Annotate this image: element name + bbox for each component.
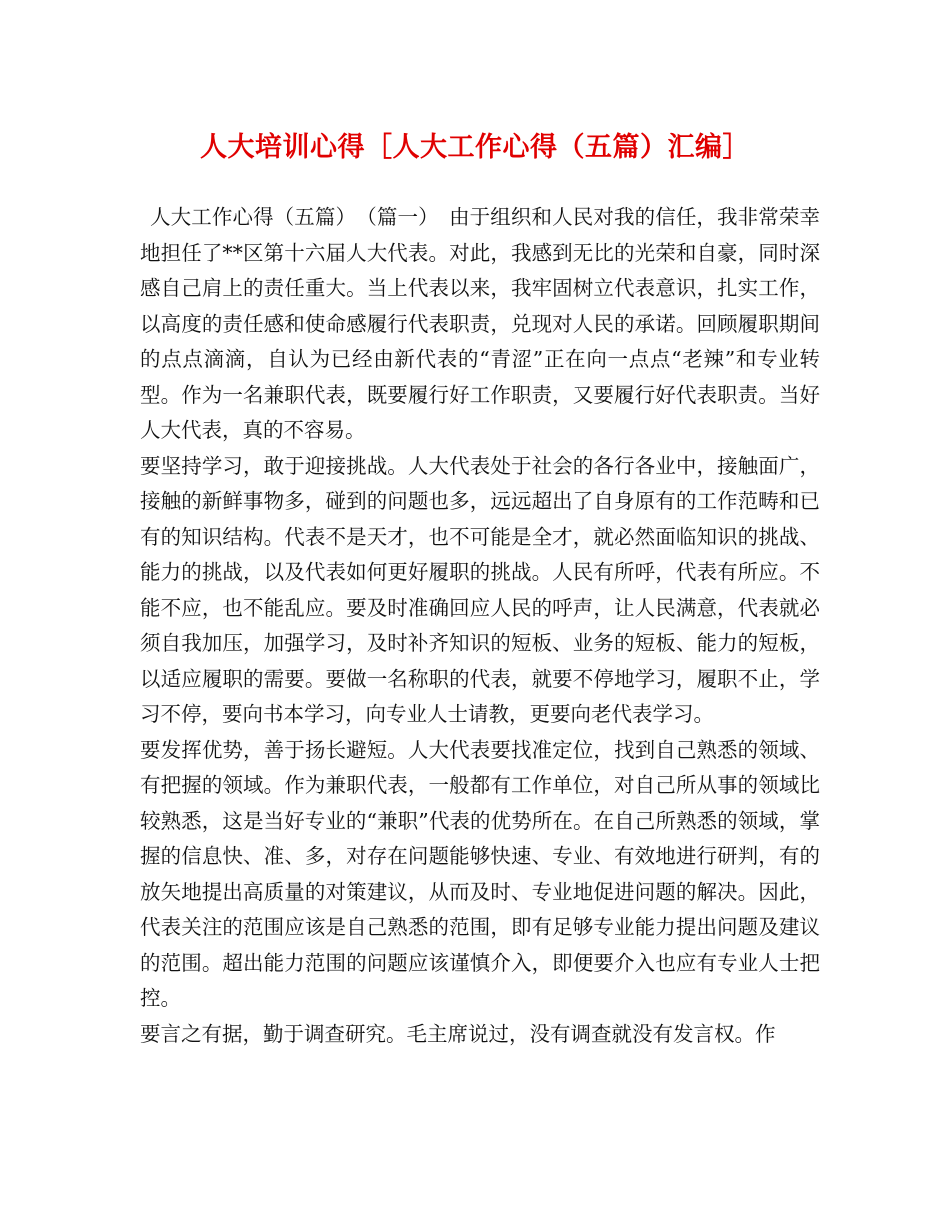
paragraph-intro: 人大工作心得（五篇） （篇一） 由于组织和人民对我的信任，我非常荣幸地担任了**区第十六届人大代表。对此，我感到无比的光荣和自豪，同时深感自己肩上的责任重大。当上代表以来，我牢固树立代表意识，扎实工作，以高度的责任感和使命感履行代表职责，兑现对人民的承诺。回顾履职期间的点点滴滴，自认为已经由新代表的“青涩”正在向一点点“老辣”和专业转型。作为一名兼职代表，既要履行好工作职责，又要履行好代表职责。当好人大代表，真的不容易。 [140,205,820,442]
paragraph-strengths: 要发挥优势，善于扬长避短。人大代表要找准定位，找到自己熟悉的领域、有把握的领域。作为兼职代表，一般都有工作单位，对自己所从事的领域比较熟悉，这是当好专业的“兼职”代表的优势所在。在自己所熟悉的领域，掌握的信息快、准、多，对存在问题能够快速、专业、有效地进行研判，有的放矢地提出高质量的对策建议，从而及时、专业地促进问题的解决。因此，代表关注的范围应该是自己熟悉的范围，即有足够专业能力提出问题及建议的范围。超出能力范围的问题应该谨慎介入，即便要介入也应有专业人士把控。 [140,737,820,1010]
paragraph-study: 要坚持学习，敢于迎接挑战。人大代表处于社会的各行各业中，接触面广，接触的新鲜事物多，碰到的问题也多，远远超出了自身原有的工作范畴和已有的知识结构。代表不是天才，也不可能是全才，就必然面临知识的挑战、能力的挑战，以及代表如何更好履职的挑战。人民有所呼，代表有所应。不能不应，也不能乱应。要及时准确回应人民的呼声，让人民满意，代表就必须自我加压，加强学习，及时补齐知识的短板、业务的短板、能力的短板，以适应履职的需要。要做一名称职的代表，就要不停地学习，履职不止，学习不停，要向书本学习，向专业人士请教，更要向老代表学习。 [140,453,820,726]
document-title: 人大培训心得［人大工作心得（五篇）汇编］ [200,132,750,163]
document-body [140,200,820,1052]
paragraph-research: 要言之有据，勤于调查研究。毛主席说过，没有调查就没有发言权。作 [140,1021,776,1046]
